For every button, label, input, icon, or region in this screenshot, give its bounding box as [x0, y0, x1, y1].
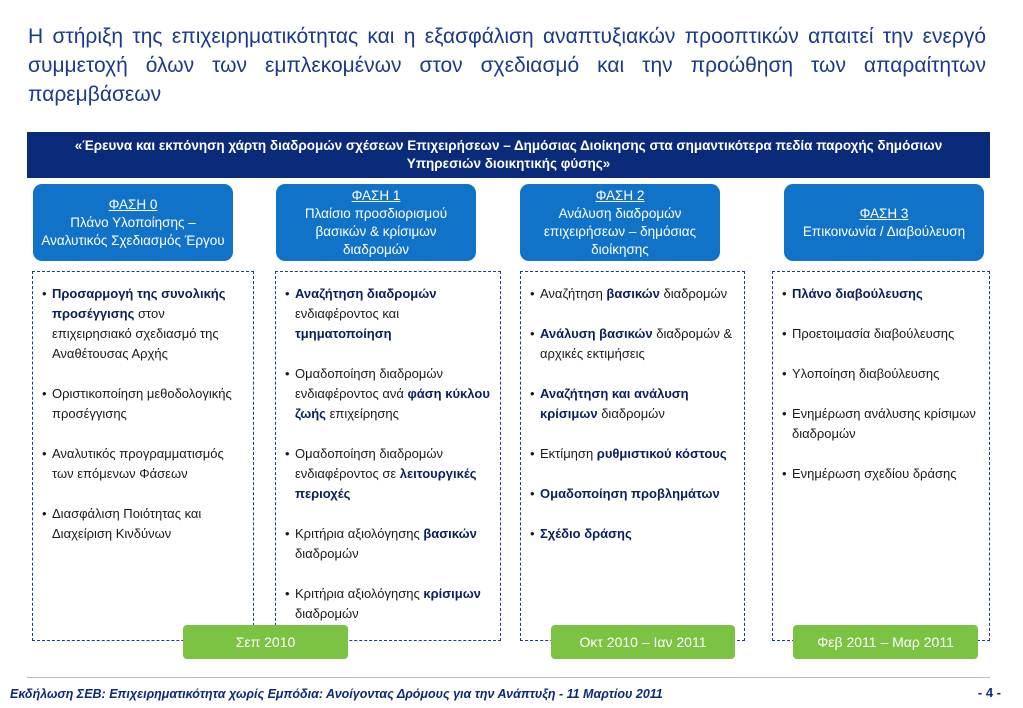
activity-text: Ενημέρωση σχεδίου δράσης — [792, 466, 957, 481]
activity-text: επιχείρησης — [325, 406, 399, 421]
activity-item — [42, 384, 245, 424]
phase-3-activities — [772, 271, 990, 641]
phase-1-number: ΦΑΣΗ 1 — [351, 187, 401, 203]
activity-item — [530, 324, 736, 364]
activity-text-bold: Αναζήτηση και ανάλυση κρίσιμων — [540, 386, 689, 421]
activity-item — [42, 504, 245, 544]
phase-2-number: ΦΑΣΗ 2 — [595, 187, 645, 203]
activity-text-bold: Ανάλυση βασικών — [540, 326, 653, 341]
activity-text: διαδρομών — [295, 606, 359, 621]
phase-0-box — [33, 184, 233, 261]
activity-item — [530, 444, 736, 464]
activity-text-bold: βασικών — [423, 526, 477, 541]
activity-item — [782, 464, 981, 484]
activity-text: Αναλυτικός προγραμματισμός των επόμενων Φάσεων — [52, 446, 224, 481]
activity-item — [782, 404, 981, 444]
phase-2-activities — [520, 271, 745, 641]
activity-text: Κριτήρια αξιολόγησης — [295, 526, 424, 541]
activity-text: στον επιχειρησιακό σχεδιασμό της Αναθέτουσας Αρχής — [52, 306, 219, 361]
activity-item — [530, 384, 736, 424]
activity-text: διαδρομών — [659, 286, 728, 301]
phase-1-activities — [275, 271, 501, 641]
phase-2-title: Ανάλυση διαδρομών επιχειρήσεων – δημόσιας διοίκησης — [543, 205, 697, 257]
activity-item — [782, 284, 981, 304]
activity-item — [42, 284, 245, 364]
activity-text-bold: Πλάνο διαβούλευσης — [792, 286, 923, 301]
activity-item — [530, 524, 736, 544]
activity-item — [782, 364, 981, 384]
activity-text: Διασφάλιση Ποιότητας και Διαχείριση Κινδύνων — [52, 506, 202, 541]
activity-list — [530, 284, 736, 544]
phase-1-title: Πλαίσιο προσδιορισμού βασικών & κρίσιμων διαδρομών — [304, 205, 448, 257]
activity-text-bold: Αναζήτηση διαδρομών — [295, 286, 437, 301]
activity-item — [530, 284, 736, 304]
activity-text-bold: τμηματοποίηση — [295, 326, 392, 341]
activity-item — [42, 444, 245, 484]
activity-text: διαδρομών & αρχικές εκτιμήσεις — [540, 326, 733, 361]
activity-text-bold: ρυθμιστικού κόστους — [596, 446, 727, 461]
activity-text: Υλοποίηση διαβούλευσης — [792, 366, 940, 381]
activity-list — [782, 284, 981, 484]
activity-text: Εκτίμηση — [540, 446, 597, 461]
activity-text-bold: Προσαρμογή της συνολικής προσέγγισης — [52, 286, 226, 321]
phase-3-title: Επικοινωνία / Διαβούλευση — [802, 223, 966, 239]
activity-text: Κριτήρια αξιολόγησης — [295, 586, 424, 601]
activity-text-bold: Ομαδοποίηση προβλημάτων — [540, 486, 720, 501]
phase-3-box — [784, 184, 984, 261]
activity-text-bold: φάση κύκλου ζωής — [295, 386, 490, 421]
activity-item — [285, 584, 492, 624]
slide-headline: Η στήριξη της επιχειρηματικότητας και η εξασφάλιση αναπτυξιακών προοπτικών απαιτεί την ενεργό συμμετοχή όλων των εμπλεκομένων στον σχεδιασμό και την προώθηση των απαραίτητων παρεμβάσεων — [28, 25, 986, 106]
activity-item — [285, 524, 492, 564]
activity-item — [782, 324, 981, 344]
project-title-banner: «Έρευνα και εκπόνηση χάρτη διαδρομών σχέσεων Επιχειρήσεων – Δημόσιας Διοίκησης στα σημαντικότερα πεδία παροχής δημόσιων Υπηρεσιών διοικητικής φύσης» — [27, 132, 990, 178]
activity-text-bold: κρίσιμων — [423, 586, 481, 601]
activity-text: Οριστικοποίηση μεθοδολογικής προσέγγισης — [52, 386, 232, 421]
phase-2-box — [520, 184, 720, 261]
activity-item — [285, 364, 492, 424]
activity-list — [285, 284, 492, 624]
activity-item — [530, 484, 736, 504]
phase-0-1-date: Σεπ 2010 — [183, 625, 348, 659]
activity-text: διαδρομών — [295, 546, 359, 561]
activity-text: Ενημέρωση ανάλυσης κρίσιμων διαδρομών — [792, 406, 976, 441]
footer-caption: Εκδήλωση ΣΕΒ: Επιχειρηματικότητα χωρίς Εμπόδια: Ανοίγοντας Δρόμους για την Ανάπτυξη - 11 Μαρτίου 2011 — [10, 687, 663, 701]
activity-text: διαδρομών — [597, 406, 665, 421]
activity-text: Προετοιμασία διαβούλευσης — [792, 326, 955, 341]
phase-1-box — [276, 184, 476, 261]
phase-0-number: ΦΑΣΗ 0 — [108, 196, 158, 212]
phase-2-date: Οκτ 2010 – Ιαν 2011 — [551, 625, 735, 659]
activity-item — [285, 444, 492, 504]
phase-3-date: Φεβ 2011 – Μαρ 2011 — [793, 625, 978, 659]
activity-text: Αναζήτηση — [540, 286, 607, 301]
activity-text: ενδιαφέροντος και — [295, 306, 400, 321]
phase-0-activities — [32, 271, 254, 641]
activity-item — [285, 284, 492, 344]
activity-text: Ομαδοποίηση διαδρομών ενδιαφέροντος σε — [295, 446, 444, 481]
activity-text-bold: βασικών — [606, 286, 660, 301]
activity-text: Ομαδοποίηση διαδρομών ενδιαφέροντος ανά — [295, 366, 444, 401]
activity-text-bold: Σχέδιο δράσης — [540, 526, 632, 541]
phase-3-number: ΦΑΣΗ 3 — [859, 205, 909, 221]
activity-text-bold: λειτουργικές περιοχές — [295, 466, 477, 501]
phase-0-title: Πλάνο Υλοποίησης – Αναλυτικός Σχεδιασμός Έργου — [41, 214, 225, 248]
page-number: - 4 - — [977, 685, 1001, 700]
activity-list — [42, 284, 245, 544]
footer-divider — [27, 677, 990, 678]
